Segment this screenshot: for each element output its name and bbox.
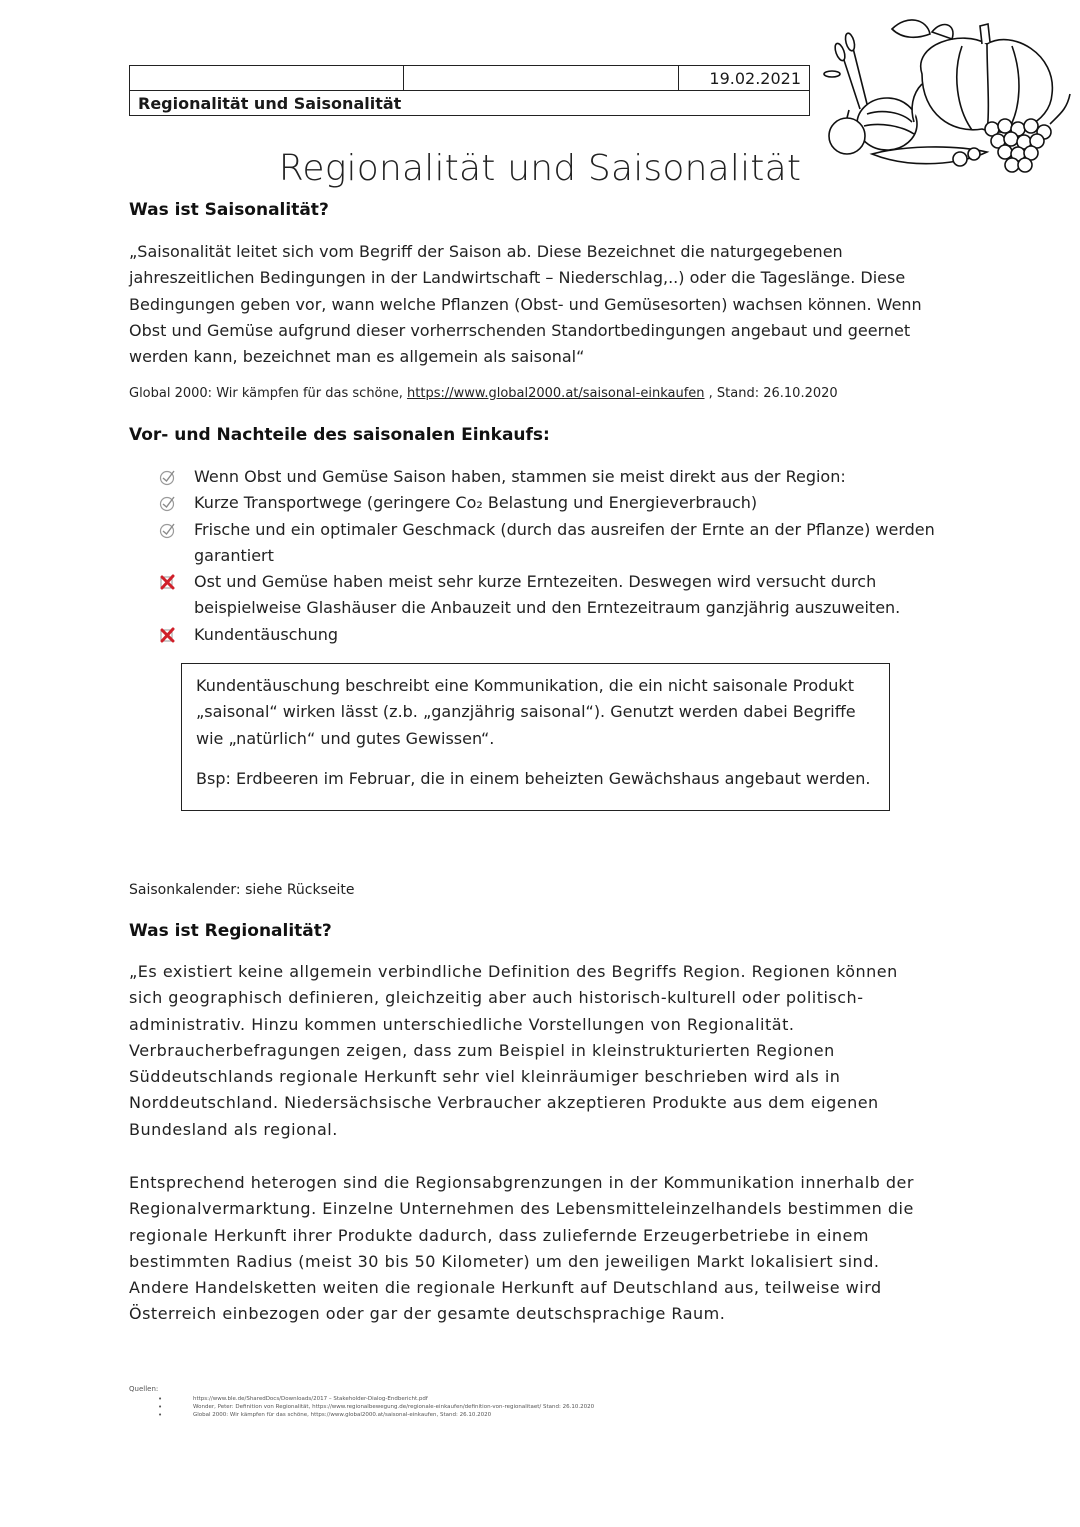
info-box-example: Bsp: Erdbeeren im Februar, die in einem beheizten Gewächshaus angebaut werden. [196, 768, 871, 788]
text-line: „Es existiert keine allgemein verbindliche Definition des Begriffs Region. Regionen können [129, 962, 898, 981]
list-item-pro [158, 517, 958, 570]
source-item: • Global 2000: Wir kämpfen für das schöne, https://www.global2000.at/saisonal-einkaufen, Stand: 26.10.2020 [158, 1411, 492, 1419]
text-line: „Saisonalität leitet sich vom Begriff der Saison ab. Diese Bezeichnet die naturgegebenen [129, 242, 843, 261]
text-line: sich geographisch definieren, gleichzeitig aber auch historisch-kulturell oder politisch- [129, 988, 864, 1008]
text-line: Obst und Gemüse aufgrund dieser vorherrschenden Standortbedingungen angebaut und geernet [129, 320, 911, 340]
text-line: Andere Handelsketten weiten die regionale Herkunft auf Deutschland aus, teilweise wird [129, 1278, 882, 1298]
citation-prefix: Global 2000: Wir kämpfen für das schöne, [129, 386, 408, 401]
text-line: Verbraucherbefragungen zeigen, dass zum Beispiel in kleinstrukturierten Regionen [129, 1040, 835, 1060]
list-item-con [158, 569, 958, 622]
paragraph-saisonalitaet [129, 239, 949, 370]
list-item-pro [158, 490, 958, 516]
source-text: Global 2000: Wir kämpfen für das schöne, https://www.global2000.at/saisonal-einkaufen, Stand: 26.10.2020 [193, 1412, 492, 1418]
header-date: 19.02.2021 [679, 66, 810, 91]
source-text: Wonder, Peter: Definition von Regionalität, https://www.regionalbewegung.de/regionale-einkaufen/definition-von-regionalitaet/ Stand: 26.10.2020 [193, 1404, 595, 1410]
text-line: Norddeutschland. Niedersächsische Verbraucher akzeptieren Produkte aus dem eigenen [129, 1093, 879, 1113]
citation-saisonalitaet [129, 386, 838, 401]
source-item: • https://www.ble.de/SharedDocs/Downloads/2017 – Stakeholder-Dialog-Endbericht.pdf [158, 1395, 428, 1403]
citation-link[interactable]: https://www.global2000.at/saisonal-einkaufen [407, 386, 705, 401]
text-line: Kundentäuschung beschreibt eine Kommunikation, die ein nicht saisonale Produkt [196, 676, 854, 695]
text-line: Entsprechend heterogen sind die Regionsabgrenzungen in der Kommunikation innerhalb der [129, 1173, 914, 1192]
sources-label: Quellen: [129, 1385, 159, 1393]
header-table [129, 65, 810, 116]
pros-cons-list [158, 464, 958, 648]
check-icon [158, 520, 178, 540]
page-title: Regionalität und Saisonalität [278, 148, 802, 189]
heading-saisonalitaet: Was ist Saisonalität? [129, 200, 329, 220]
text-line: bestimmten Radius (meist 30 bis 50 Kilometer) um den jeweiligen Markt lokalisiert sind. [129, 1251, 880, 1271]
text-line: Süddeutschlands regionale Herkunft sehr viel kleinräumiger beschrieben wird als in [129, 1067, 841, 1087]
check-icon [158, 493, 178, 513]
text-line: wie „natürlich“ und gutes Gewissen“. [196, 728, 495, 748]
cross-icon [158, 625, 178, 645]
text-line: Kundentäuschung [194, 624, 339, 644]
citation-suffix: , Stand: 26.10.2020 [704, 386, 838, 401]
paragraph-regionalitaet-2 [129, 1170, 949, 1328]
text-line: garantiert [194, 545, 274, 565]
text-line: beispielweise Glashäuser die Anbauzeit und den Erntezeitraum ganzjährig auszuweiten. [194, 598, 901, 618]
text-line: Wenn Obst und Gemüse Saison haben, stammen sie meist direkt aus der Region: [194, 467, 846, 486]
text-line: Österreich einbezogen oder gar der gesamte deutschsprachige Raum. [129, 1304, 726, 1324]
text-line: werden kann, bezeichnet man es allgemein als saisonal“ [129, 347, 585, 367]
text-line: Kurze Transportwege (geringere Co₂ Belastung und Energieverbrauch) [194, 493, 758, 513]
heading-pros-cons: Vor- und Nachteile des saisonalen Einkaufs: [129, 425, 550, 445]
header-subject: Regionalität und Saisonalität [130, 91, 810, 116]
source-item: • Wonder, Peter: Definition von Regionalität, https://www.regionalbewegung.de/regionale-einkaufen/definition-von-regionalitaet/ Stand: 26.10.2020 [158, 1403, 595, 1411]
list-item-con [158, 622, 958, 648]
source-text: https://www.ble.de/SharedDocs/Downloads/2017 – Stakeholder-Dialog-Endbericht.pdf [193, 1396, 428, 1402]
heading-regionalitaet: Was ist Regionalität? [129, 921, 332, 941]
text-line: Frische und ein optimaler Geschmack (durch das ausreifen der Ernte an der Pflanze) werden [194, 519, 935, 539]
info-box-kundentaeuschung [181, 663, 890, 811]
text-line: regionale Herkunft ihrer Produkte dadurch, dass zuliefernde Erzeugerbetriebe in einem [129, 1225, 869, 1245]
sources-list [158, 1395, 594, 1419]
text-line: Bundesland als regional. [129, 1119, 338, 1139]
paragraph-regionalitaet-1 [129, 959, 949, 1143]
cross-icon [158, 572, 178, 592]
calendar-note: Saisonkalender: siehe Rückseite [129, 882, 355, 898]
text-line: Bedingungen geben vor, wann welche Pflanzen (Obst- und Gemüsesorten) wachsen können. Wenn [129, 294, 922, 314]
text-line: „saisonal“ wirken lässt (z.b. „ganzjährig saisonal“). Genutzt werden dabei Begriffe [196, 702, 856, 722]
header-cell-class [404, 66, 679, 91]
text-line: jahreszeitlichen Bedingungen in der Landwirtschaft – Niederschlag,..) oder die Tageslänge. Diese [129, 268, 906, 288]
header-cell-name [130, 66, 404, 91]
list-item-pro [158, 464, 958, 490]
text-line: Regionalvermarktung. Einzelne Unternehmen des Lebensmitteleinzelhandels bestimmen die [129, 1199, 914, 1219]
text-line: Ost und Gemüse haben meist sehr kurze Erntezeiten. Deswegen wird versucht durch [194, 572, 877, 592]
text-line: administrativ. Hinzu kommen unterschiedliche Vorstellungen von Regionalität. [129, 1014, 795, 1034]
check-icon [158, 467, 178, 487]
